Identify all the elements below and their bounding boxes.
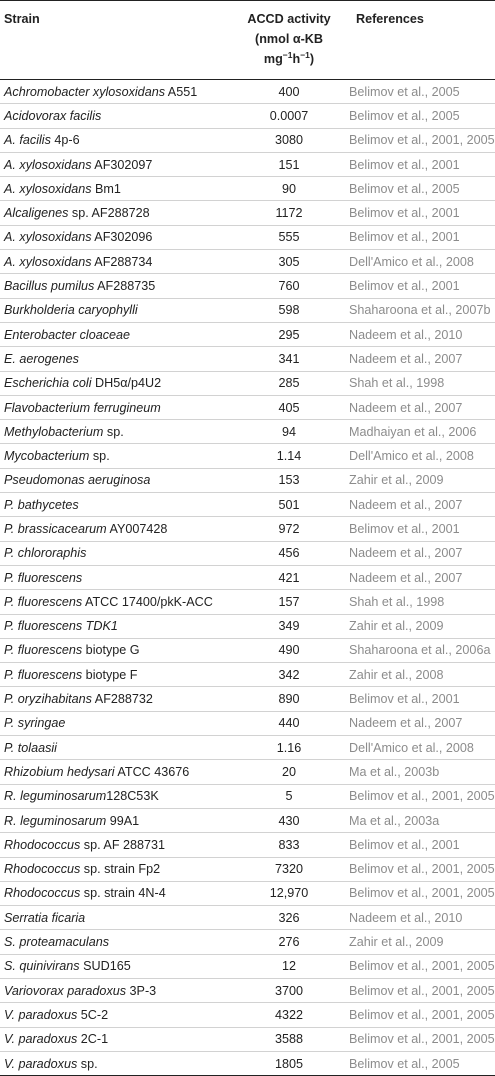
strain-cell [0,444,229,468]
strain-cell [0,274,229,298]
activity-cell: 490 [229,638,349,662]
strain-cell [0,420,229,444]
strain-species-name: A. facilis [4,133,51,148]
strain-designation: ATCC 43676 [114,764,190,779]
strain-species-name: Rhodococcus [4,837,81,852]
strain-cell [0,711,229,735]
strain-designation: Bm1 [91,181,121,196]
strain-designation: sp. strain Fp2 [80,862,161,877]
strain-designation: 128C53K [106,789,159,804]
reference-cell: Belimov et al., 2001 [349,517,495,541]
table-row [0,1027,495,1051]
table-row [0,565,495,589]
strain-species-name: Mycobacterium [4,449,90,464]
activity-cell: 760 [229,274,349,298]
strain-designation: AF288732 [91,692,153,707]
reference-cell: Belimov et al., 2005 [349,1051,495,1075]
reference-cell: Belimov et al., 2001, 2005 [349,857,495,881]
activity-cell: 3588 [229,1027,349,1051]
activity-cell: 430 [229,808,349,832]
activity-cell: 342 [229,663,349,687]
activity-cell: 1172 [229,201,349,225]
activity-cell: 4322 [229,1003,349,1027]
activity-cell: 12 [229,954,349,978]
strain-species-name: R. leguminosarum [4,813,107,828]
strain-designation: DH5α/p4U2 [91,376,162,391]
table-row [0,954,495,978]
reference-cell: Belimov et al., 2001 [349,274,495,298]
table-row [0,420,495,444]
reference-cell: Nadeem et al., 2007 [349,711,495,735]
strain-cell [0,517,229,541]
reference-cell: Belimov et al., 2001 [349,687,495,711]
strain-cell [0,177,229,201]
strain-designation: 99A1 [106,813,140,828]
activity-cell: 890 [229,687,349,711]
table-row [0,1003,495,1027]
reference-cell: Belimov et al., 2001 [349,201,495,225]
activity-cell: 295 [229,322,349,346]
strain-species-name: P. brassicacearum [4,521,107,536]
strain-designation: sp. strain 4N-4 [80,886,166,901]
strain-species-name: P. fluorescens [4,667,83,682]
table-row [0,493,495,517]
strain-species-name: Alcaligenes [4,206,69,221]
strain-cell [0,347,229,371]
strain-cell [0,784,229,808]
strain-designation: AY007428 [106,521,168,536]
reference-cell: Belimov et al., 2001, 2005 [349,784,495,808]
reference-cell: Shaharoona et al., 2006a [349,638,495,662]
strain-cell [0,736,229,760]
activity-cell: 151 [229,152,349,176]
strain-species-name: P. tolaasii [4,740,57,755]
table-row [0,833,495,857]
table-row [0,760,495,784]
strain-cell [0,493,229,517]
activity-cell: 0.0007 [229,104,349,128]
activity-cell: 341 [229,347,349,371]
table-header [0,1,495,80]
table-row [0,395,495,419]
header-references: References [349,1,495,80]
reference-cell: Nadeem et al., 2007 [349,493,495,517]
table-row [0,1051,495,1075]
strain-species-name: V. paradoxus [4,1007,78,1022]
strain-species-name: Pseudomonas aeruginosa [4,473,151,488]
strain-species-name: Rhizobium hedysari [4,764,115,779]
strain-designation: sp. [103,424,124,439]
table-row [0,468,495,492]
header-unit-close: ) [309,52,315,66]
strain-species-name: P. fluorescens [4,643,83,658]
table-row [0,444,495,468]
strain-species-name: P. fluorescens TDK1 [4,619,118,634]
reference-cell: Zahir et al., 2009 [349,930,495,954]
strain-cell [0,298,229,322]
table-row [0,104,495,128]
table-row [0,128,495,152]
strain-designation: 5C-2 [77,1007,109,1022]
strain-cell [0,614,229,638]
strain-cell [0,906,229,930]
table-row [0,152,495,176]
table-row [0,177,495,201]
strain-cell [0,371,229,395]
activity-cell: 326 [229,906,349,930]
reference-cell: Dell'Amico et al., 2008 [349,736,495,760]
strain-cell [0,80,229,104]
strain-designation: biotype G [82,643,140,658]
strain-species-name: Serratia ficaria [4,910,86,925]
strain-species-name: S. quinivirans [4,959,80,974]
activity-cell: 1.14 [229,444,349,468]
table-row [0,590,495,614]
strain-species-name: Rhodococcus [4,886,81,901]
strain-cell [0,1003,229,1027]
reference-cell: Zahir et al., 2009 [349,614,495,638]
table-row [0,784,495,808]
activity-cell: 305 [229,250,349,274]
activity-cell: 1.16 [229,736,349,760]
reference-cell: Zahir et al., 2008 [349,663,495,687]
reference-cell: Belimov et al., 2005 [349,177,495,201]
reference-cell: Zahir et al., 2009 [349,468,495,492]
strain-species-name: Burkholderia caryophylli [4,303,138,318]
strain-cell [0,565,229,589]
strain-species-name: V. paradoxus [4,1056,78,1071]
reference-cell: Nadeem et al., 2010 [349,906,495,930]
reference-cell: Nadeem et al., 2007 [349,541,495,565]
reference-cell: Shah et al., 1998 [349,590,495,614]
reference-cell: Belimov et al., 2001 [349,833,495,857]
reference-cell: Ma et al., 2003a [349,808,495,832]
table-row [0,322,495,346]
strain-cell [0,1027,229,1051]
header-activity-line1: ACCD activity [247,12,331,26]
reference-cell: Madhaiyan et al., 2006 [349,420,495,444]
activity-cell: 555 [229,225,349,249]
strain-species-name: S. proteamaculans [4,935,110,950]
table-row [0,978,495,1002]
strain-designation: AF302096 [91,230,153,245]
activity-cell: 456 [229,541,349,565]
reference-cell: Nadeem et al., 2010 [349,322,495,346]
reference-cell: Belimov et al., 2005 [349,80,495,104]
header-accd-activity [229,1,349,80]
activity-cell: 94 [229,420,349,444]
strain-cell [0,978,229,1002]
header-unit-mg: mg [263,52,283,66]
activity-cell: 972 [229,517,349,541]
strain-designation: AF288734 [91,254,153,269]
table-row [0,298,495,322]
strain-cell [0,808,229,832]
strain-designation: sp. AF288728 [68,206,150,221]
table-row [0,808,495,832]
strain-species-name: Escherichia coli [4,376,92,391]
table-row [0,517,495,541]
strain-species-name: E. aerogenes [4,351,79,366]
activity-cell: 1805 [229,1051,349,1075]
strain-designation: 4p-6 [50,133,80,148]
reference-cell: Dell'Amico et al., 2008 [349,444,495,468]
strain-species-name: P. fluorescens [4,594,83,609]
strain-cell [0,128,229,152]
strain-cell [0,930,229,954]
table-row [0,614,495,638]
reference-cell: Shah et al., 1998 [349,371,495,395]
strain-designation: A551 [165,84,198,99]
strain-species-name: Methylobacterium [4,424,104,439]
activity-cell: 285 [229,371,349,395]
reference-cell: Belimov et al., 2001, 2005 [349,1027,495,1051]
strain-designation: SUD165 [79,959,131,974]
header-unit-h: h [292,52,301,66]
strain-designation: 2C-1 [77,1032,109,1047]
table-row [0,201,495,225]
activity-cell: 349 [229,614,349,638]
strain-designation: AF288735 [94,279,156,294]
strain-cell [0,833,229,857]
strain-species-name: A. xylosoxidans [4,254,92,269]
strain-species-name: P. fluorescens [4,570,83,585]
reference-cell: Belimov et al., 2001, 2005 [349,128,495,152]
table-row [0,663,495,687]
table-row [0,225,495,249]
table-row [0,906,495,930]
strain-cell [0,541,229,565]
strain-species-name: V. paradoxus [4,1032,78,1047]
reference-cell: Nadeem et al., 2007 [349,565,495,589]
strain-cell [0,225,229,249]
strain-cell [0,638,229,662]
strain-species-name: Bacillus pumilus [4,279,95,294]
reference-cell: Nadeem et al., 2007 [349,395,495,419]
activity-cell: 20 [229,760,349,784]
strain-designation: ATCC 17400/pkK-ACC [82,594,213,609]
strain-cell [0,250,229,274]
strain-species-name: Rhodococcus [4,862,81,877]
strain-cell [0,760,229,784]
table-row [0,736,495,760]
table-row [0,541,495,565]
activity-cell: 7320 [229,857,349,881]
strain-cell [0,881,229,905]
strain-species-name: R. leguminosarum [4,789,107,804]
strain-species-name: A. xylosoxidans [4,181,92,196]
activity-cell: 501 [229,493,349,517]
activity-cell: 90 [229,177,349,201]
table-row [0,857,495,881]
reference-cell: Belimov et al., 2001, 2005 [349,881,495,905]
activity-cell: 153 [229,468,349,492]
header-activity-line2: (nmol α-KB [255,32,323,46]
strain-species-name: P. syringae [4,716,66,731]
strain-cell [0,663,229,687]
strain-designation: sp. AF 288731 [80,837,166,852]
strain-designation: sp. [89,449,110,464]
reference-cell: Shaharoona et al., 2007b [349,298,495,322]
table-row [0,711,495,735]
reference-cell: Belimov et al., 2001, 2005 [349,978,495,1002]
strain-cell [0,152,229,176]
strain-species-name: A. xylosoxidans [4,230,92,245]
activity-cell: 598 [229,298,349,322]
activity-cell: 400 [229,80,349,104]
reference-cell: Belimov et al., 2001 [349,152,495,176]
reference-cell: Ma et al., 2003b [349,760,495,784]
activity-cell: 276 [229,930,349,954]
strain-species-name: P. bathycetes [4,497,79,512]
strain-species-name: Flavobacterium ferrugineum [4,400,161,415]
table-row [0,371,495,395]
reference-cell: Nadeem et al., 2007 [349,347,495,371]
strain-cell [0,322,229,346]
reference-cell: Dell'Amico et al., 2008 [349,250,495,274]
table-row [0,687,495,711]
table-row [0,638,495,662]
table-row [0,80,495,104]
activity-cell: 405 [229,395,349,419]
strain-cell [0,954,229,978]
header-strain: Strain [0,1,229,80]
activity-cell: 3700 [229,978,349,1002]
table-row [0,250,495,274]
table-row [0,347,495,371]
table-row [0,274,495,298]
header-unit-sup1: −1 [282,49,293,60]
activity-cell: 833 [229,833,349,857]
strain-cell [0,468,229,492]
strain-species-name: Achromobacter xylosoxidans [4,84,165,99]
table-row [0,881,495,905]
strain-cell [0,1051,229,1075]
activity-cell: 12,970 [229,881,349,905]
reference-cell: Belimov et al., 2001, 2005 [349,1003,495,1027]
activity-cell: 5 [229,784,349,808]
strain-designation: biotype F [82,667,138,682]
strain-designation: sp. [77,1056,98,1071]
activity-cell: 3080 [229,128,349,152]
activity-cell: 421 [229,565,349,589]
reference-cell: Belimov et al., 2001, 2005 [349,954,495,978]
reference-cell: Belimov et al., 2001 [349,225,495,249]
strain-species-name: Acidovorax facilis [4,108,102,123]
table-row [0,930,495,954]
strain-species-name: Variovorax paradoxus [4,983,127,998]
strain-species-name: Enterobacter cloaceae [4,327,131,342]
strain-cell [0,395,229,419]
strain-designation: 3P-3 [126,983,157,998]
header-row [0,1,495,80]
strain-cell [0,590,229,614]
strain-cell [0,104,229,128]
strain-species-name: A. xylosoxidans [4,157,92,172]
activity-cell: 157 [229,590,349,614]
activity-cell: 440 [229,711,349,735]
header-unit-sup2: −1 [300,49,310,60]
header-activity-line3 [229,49,349,69]
strain-cell [0,857,229,881]
strain-cell [0,687,229,711]
reference-cell: Belimov et al., 2005 [349,104,495,128]
strain-designation: AF302097 [91,157,153,172]
strain-species-name: P. oryzihabitans [4,692,92,707]
strain-species-name: P. chlororaphis [4,546,87,561]
strain-cell [0,201,229,225]
table-body [0,80,495,1076]
